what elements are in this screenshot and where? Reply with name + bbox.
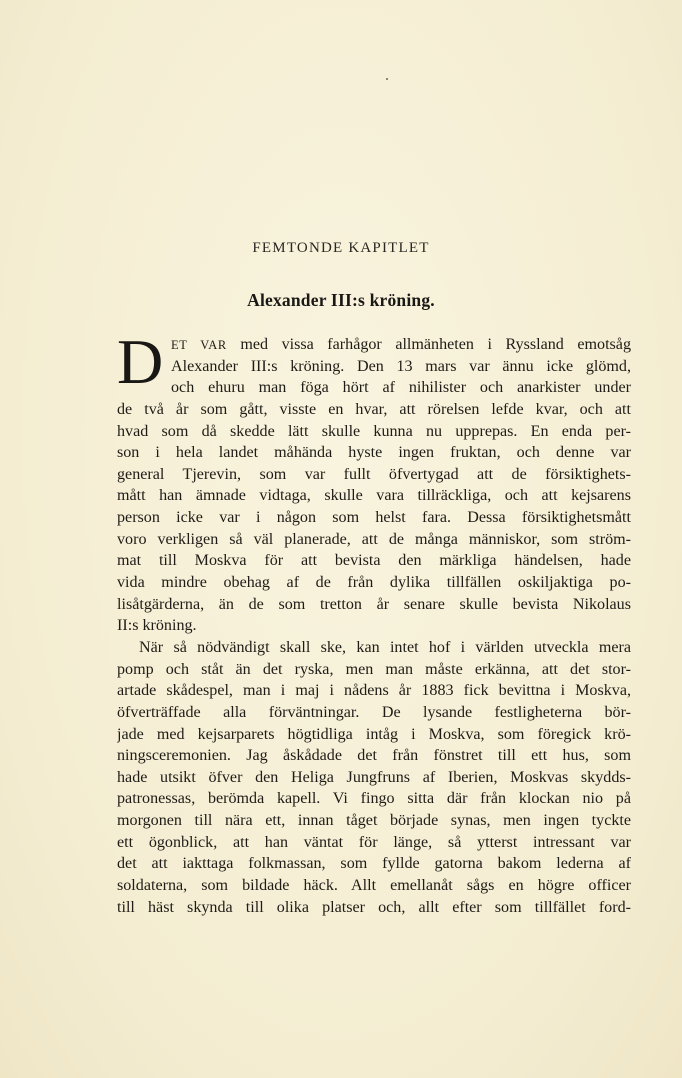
text-line: pomp och ståt än det ryska, men man måste erkänna, att det stor- [117,660,631,678]
text-line: jade med kejsarparets högtidliga intåg i Moskva, som föregick krö- [117,725,631,743]
text-line: general Tjerevin, som var fullt öfvertygad att de försiktighets- [117,465,631,483]
paragraph-1 [117,326,631,637]
text-line: öfverträffade alla förväntningar. De lysande festligheterna bör- [117,703,631,721]
text-line: patronessas, berömda kapell. Vi fingo sitta där från klockan nio på [117,790,631,808]
text-line: ET VAR med vissa farhågor allmänheten i Ryssland emotsåg [171,336,631,353]
text-line: artade skådespel, man i maj i nådens år 1883 fick bevittna i Moskva, [117,682,631,700]
text-line: mat till Moskva för att bevista den märkliga händelsen, hade [117,552,631,570]
text-line: son i hela landet måhända hyste ingen fruktan, och denne var [117,444,631,462]
paragraph-2 [117,637,631,918]
text-line: soldaterna, som bildade häck. Allt emellanåt sågs en högre officer [117,877,631,895]
text-line: morgonen till nära ett, innan tåget började synas, men ingen tyckte [117,812,631,830]
chapter-title: Alexander III:s kröning. [247,290,435,310]
text-line: det att iakttaga folkmassan, som fyllde gatorna bakom lederna af [117,855,631,873]
text-line: och ehuru man föga hört af nihilister och anarkister under [171,379,631,397]
text-line: ett ögonblick, att han väntat för länge, så ytterst intressant var [117,833,631,851]
text-line: voro verkligen så väl planerade, att de många människor, som ström- [117,530,631,548]
paper-speck [386,78,388,80]
chapter-heading: FEMTONDE KAPITLET [252,240,430,256]
text-line: lisåtgärderna, än de som tretton år senare skulle bevista Nikolaus [117,595,631,613]
body-text [117,326,631,918]
text-line: person icke var i någon som helst fara. Dessa försiktighetsmått [117,509,631,527]
text-line: de två år som gått, visste en hvar, att rörelsen lefde kvar, och att [117,400,631,418]
text-line: ningsceremonien. Jag åskådade det från fönstret till ett hus, som [117,747,631,765]
text-line: till häst skynda till olika platser och, allt efter som tillfället ford- [117,898,631,916]
drop-cap: D [117,326,164,397]
text-line: hvad som då skedde lätt skulle kunna nu upprepas. En enda per- [117,422,631,440]
text-line: vida mindre obehag af de från dylika tillfällen oskiljaktiga po- [117,574,631,592]
first-words-smallcaps: ET VAR [171,338,227,352]
text-line: Alexander III:s kröning. Den 13 mars var ännu icke glömd, [171,357,631,375]
text-line: mått han ämnade vidtaga, skulle vara tillräckliga, och att kejsarens [117,487,631,505]
text-line: hade utsikt öfver den Heliga Jungfruns af Iberien, Moskvas skydds- [117,768,631,786]
text-line: När så nödvändigt skall ske, kan intet hof i världen utveckla mera [139,638,631,656]
text-line: II:s kröning. [117,617,197,635]
